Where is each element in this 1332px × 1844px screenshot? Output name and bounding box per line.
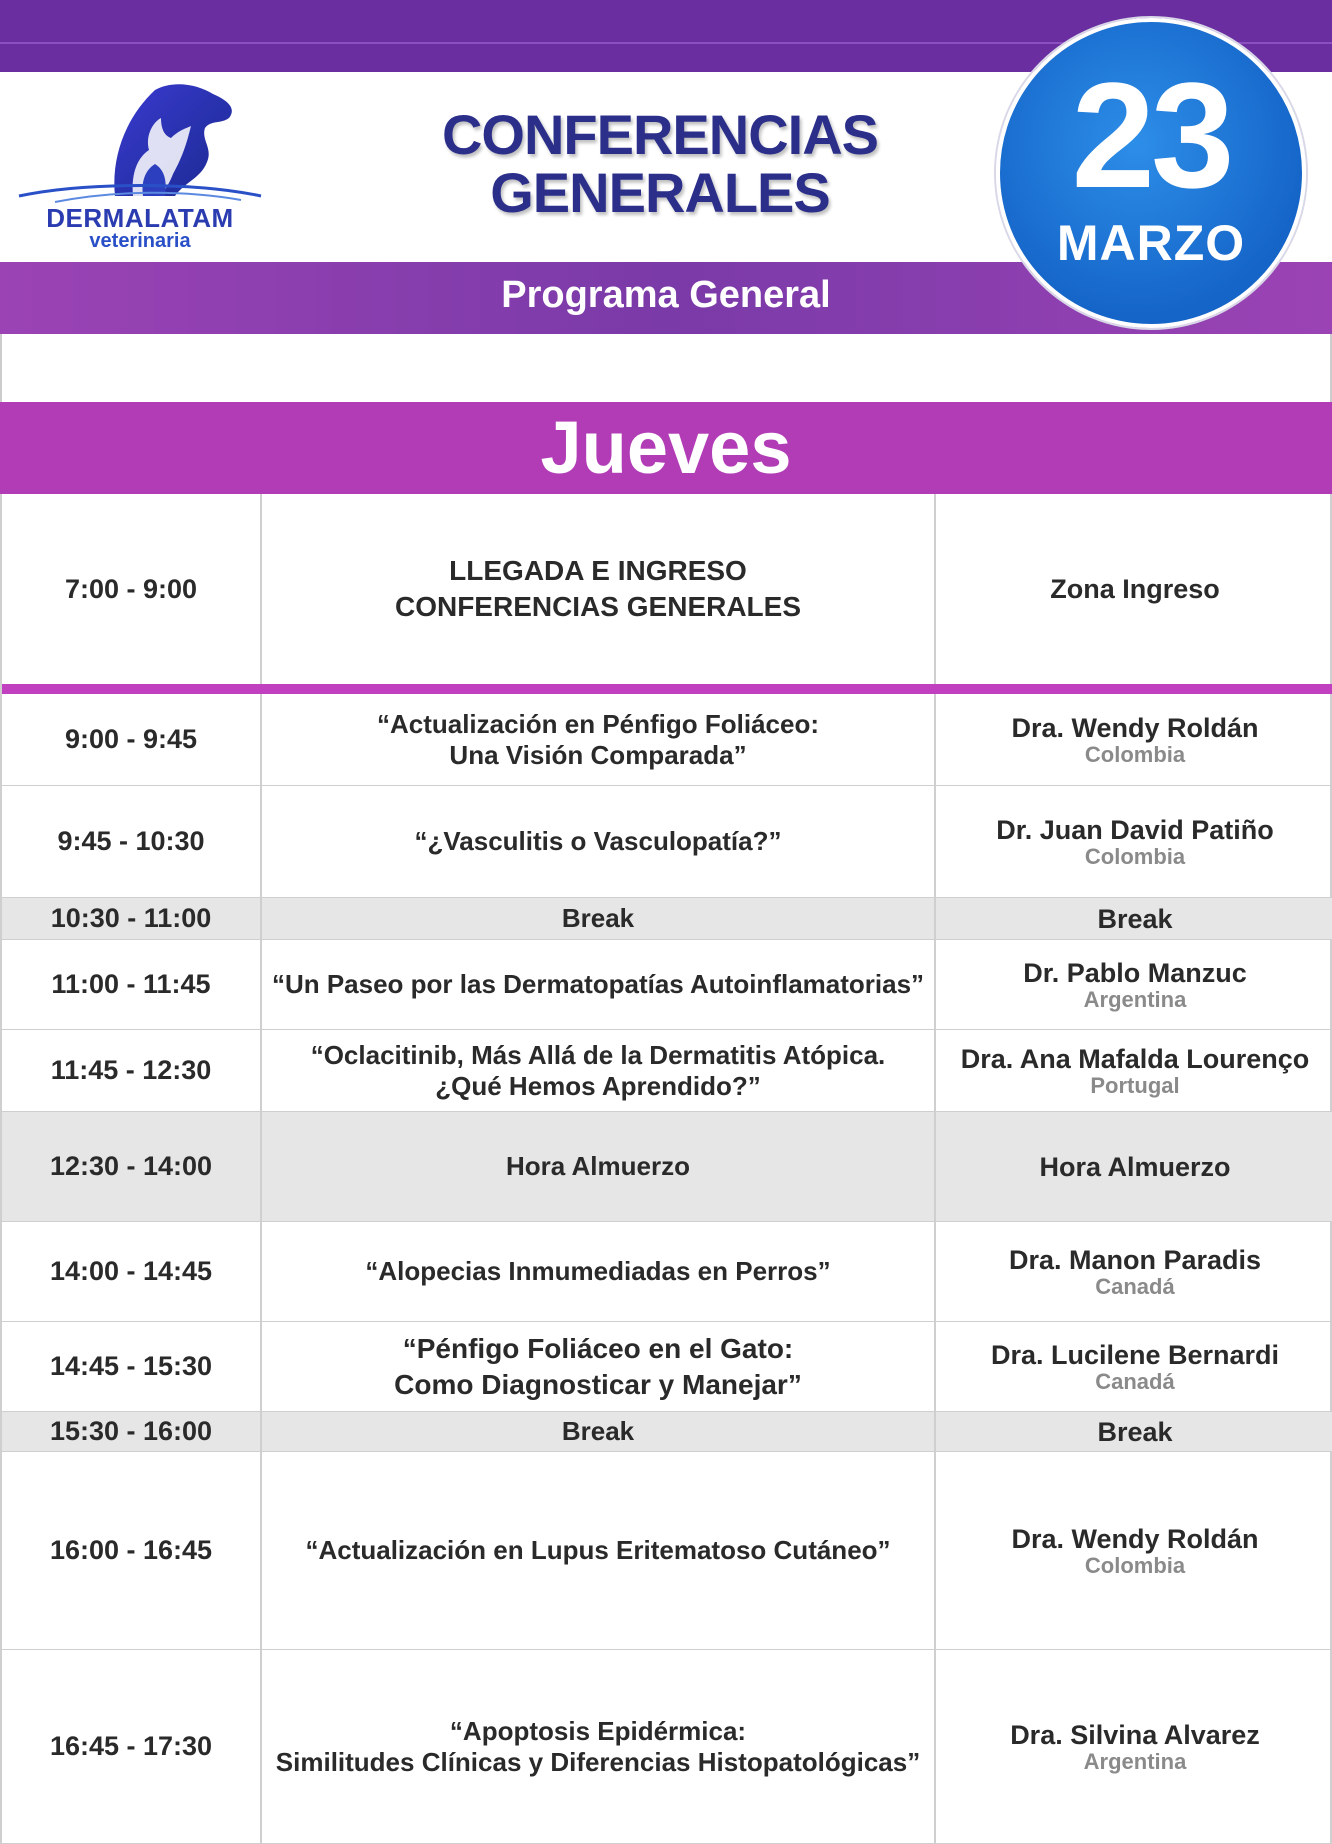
speaker-cell [936,494,1332,684]
talk-title-line: “Un Paseo por las Dermatopatías Autoinflamatorias” [271,969,925,999]
talk-cell [262,1650,936,1843]
speaker-country: Canadá [1095,1273,1175,1299]
talk-cell [262,494,936,684]
speaker-name: Break [1097,903,1173,934]
speaker-name: Hora Almuerzo [1039,1151,1231,1182]
speaker-name: Break [1097,1416,1173,1447]
logo-brand-text: DERMALATAM [46,203,234,233]
speaker-cell [936,1222,1332,1321]
time-text: 12:30 - 14:00 [49,1151,213,1181]
speaker-name: Dra. Lucilene Bernardi [990,1339,1280,1370]
talk-title-line: “Oclacitinib, Más Allá de la Dermatitis Atópica. [310,1039,886,1070]
speaker-name: Dra. Ana Mafalda Lourenço [960,1043,1310,1074]
conference-title [400,103,920,224]
speaker-country: Argentina [1083,1748,1187,1774]
speaker-name: Dra. Silvina Alvarez [1010,1719,1260,1750]
speaker-cell [936,694,1332,785]
speaker-name: Dra. Wendy Roldán [1011,1523,1259,1554]
speaker-country: Colombia [1084,843,1186,869]
talk-cell [262,1030,936,1111]
speaker-cell [936,1112,1332,1221]
table-row [2,786,1332,898]
time-cell [2,940,262,1029]
table-row [2,694,1332,786]
talk-cell [262,694,936,785]
time-text: 11:45 - 12:30 [50,1055,212,1085]
time-cell [2,1030,262,1111]
time-text: 10:30 - 11:00 [50,903,212,933]
time-text: 15:30 - 16:00 [49,1416,213,1446]
talk-cell [262,898,936,939]
speaker-cell [936,1322,1332,1411]
time-text: 14:45 - 15:30 [49,1351,213,1381]
time-cell [2,494,262,684]
spacer [0,334,1332,402]
speaker-name: Zona Ingreso [1050,574,1220,604]
speaker-name: Dra. Wendy Roldán [1011,712,1259,743]
speaker-cell [936,1412,1332,1451]
talk-title-line: “Actualización en Lupus Eritematoso Cutáneo” [305,1535,891,1565]
program-label: Programa General [501,274,831,316]
title-line-1: CONFERENCIAS [441,103,879,166]
talk-cell [262,1222,936,1321]
table-row [2,898,1332,940]
speaker-country: Argentina [1083,986,1187,1012]
talk-title-line: LLEGADA E INGRESO [449,555,747,586]
time-cell [2,1412,262,1451]
speaker-name: Dra. Manon Paradis [1008,1244,1262,1275]
dermalatam-logo [15,78,265,258]
dog-cat-logo-icon [15,78,265,208]
time-text: 7:00 - 9:00 [64,573,198,604]
time-text: 9:45 - 10:30 [57,826,205,856]
talk-title-line: Break [561,903,635,933]
time-cell [2,898,262,939]
talk-title-line: “Apoptosis Epidérmica: [449,1715,747,1746]
talk-cell [262,1452,936,1649]
day-label: Jueves [540,406,792,489]
table-row [2,1112,1332,1222]
table-row [2,940,1332,1030]
speaker-name: Dr. Pablo Manzuc [1023,957,1247,988]
speaker-cell [936,786,1332,897]
talk-title-line: CONFERENCIAS GENERALES [394,591,802,622]
table-row [2,1650,1332,1844]
time-cell [2,786,262,897]
talk-cell [262,786,936,897]
talk-title-line: “Pénfigo Foliáceo en el Gato: [402,1332,794,1364]
table-row [2,1322,1332,1412]
talk-title-line: “¿Vasculitis o Vasculopatía?” [414,826,782,856]
date-day: 23 [1071,51,1231,219]
time-cell [2,1650,262,1843]
talk-cell [262,940,936,1029]
logo-sub-text: veterinaria [89,230,191,252]
schedule-table [0,494,1332,1844]
speaker-country: Portugal [1090,1072,1180,1098]
time-text: 11:00 - 11:45 [51,969,211,999]
speaker-country: Canadá [1095,1368,1175,1394]
speaker-name: Dr. Juan David Patiño [996,814,1274,845]
talk-title-line: Break [561,1416,635,1446]
title-line-2: GENERALES [490,161,830,224]
table-row [2,494,1332,694]
time-cell [2,1452,262,1649]
speaker-country: Colombia [1084,1552,1186,1578]
talk-cell [262,1322,936,1411]
time-text: 14:00 - 14:45 [49,1256,213,1286]
speaker-country: Colombia [1084,741,1186,767]
time-cell [2,1112,262,1221]
time-text: 16:00 - 16:45 [49,1535,213,1565]
talk-title-line: Una Visión Comparada” [449,739,747,770]
table-row [2,1412,1332,1452]
date-month: MARZO [1056,215,1246,271]
time-text: 9:00 - 9:45 [64,724,198,754]
time-cell [2,694,262,785]
speaker-cell [936,1650,1332,1843]
talk-title-line: ¿Qué Hemos Aprendido?” [435,1070,761,1101]
speaker-cell [936,898,1332,939]
time-cell [2,1322,262,1411]
talk-title-line: Similitudes Clínicas y Diferencias Histopatológicas” [275,1746,921,1777]
speaker-cell [936,1030,1332,1111]
talk-cell [262,1112,936,1221]
table-row [2,1030,1332,1112]
speaker-cell [936,1452,1332,1649]
talk-cell [262,1412,936,1451]
time-text: 16:45 - 17:30 [49,1731,213,1761]
table-row [2,1222,1332,1322]
talk-title-line: “Alopecias Inmumediadas en Perros” [365,1256,831,1286]
talk-title-line: Hora Almuerzo [506,1151,690,1181]
talk-title-line: “Actualización en Pénfigo Foliáceo: [376,708,820,739]
table-row [2,1452,1332,1650]
time-cell [2,1222,262,1321]
talk-title-line: Como Diagnosticar y Manejar” [394,1368,802,1400]
speaker-cell [936,940,1332,1029]
